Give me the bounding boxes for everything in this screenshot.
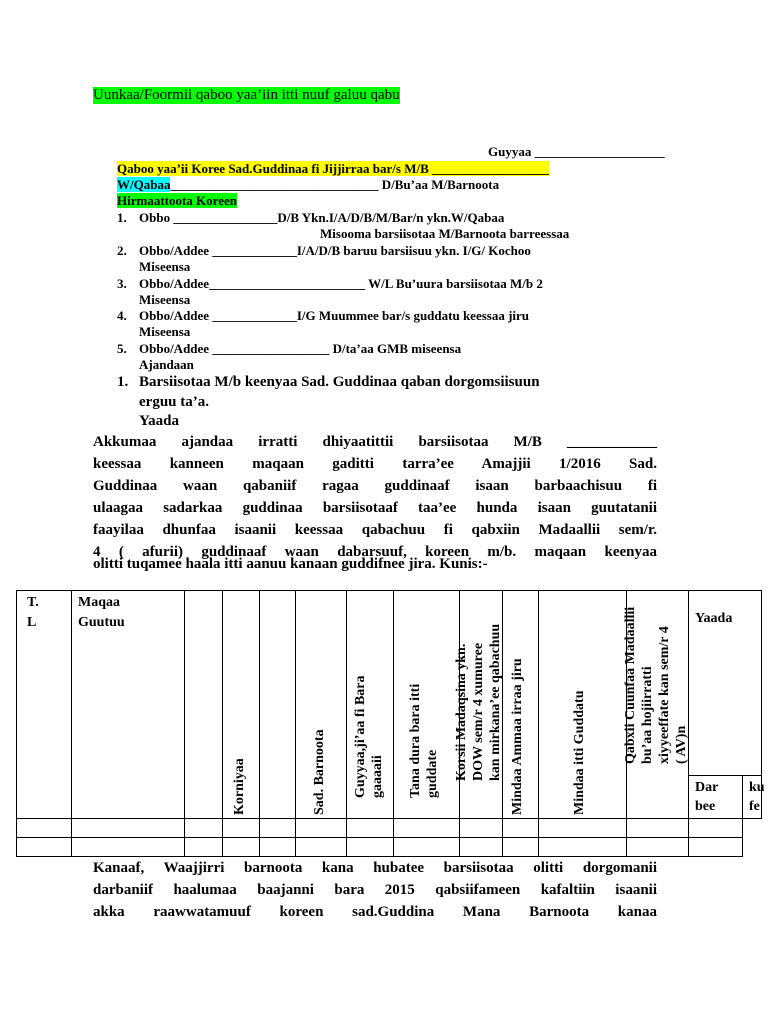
header-last-promotion-year — [394, 591, 460, 819]
header-training-course — [454, 591, 503, 819]
attendee-line: Obbo/Addee _____________I/A/D/B baruu barsiisuu ykn. I/G/ Kochoo — [139, 243, 531, 258]
header-education-level — [296, 591, 347, 819]
header-promoted-salary-text: Mindaa itti Guddatu — [571, 690, 587, 815]
paragraph-line: darbaniif haalumaa baajanni bara 2015 qabsiifameen kafaltiin isaanii — [93, 882, 657, 898]
attendee-number: 2. — [117, 243, 127, 258]
header-current-salary — [503, 591, 539, 819]
attendee-line: Obbo/Addee __________________ D/ta’aa GMB miseensa — [139, 341, 462, 356]
header-blank-col — [260, 591, 296, 819]
header-evaluation-score — [622, 591, 689, 819]
attendee-role: Miseensa — [139, 292, 191, 307]
agenda-item-line: erguu ta’a. — [139, 394, 209, 410]
attendee-number: 4. — [117, 308, 127, 323]
attendees-title — [117, 193, 237, 209]
header-passed — [689, 775, 743, 818]
header-full-name-line: Guutuu — [78, 615, 125, 630]
header-passed-line: bee — [695, 798, 716, 814]
paragraph-line: Kanaaf, Waajjirri barnoota kana hubatee barsiisotaa olitti dorgomanii — [93, 860, 657, 876]
agenda-yaada-label: Yaada — [139, 413, 180, 429]
form-title: Uunkaa/Foormii qaboo yaa’iin itti nuuf galuu qabu — [93, 87, 400, 103]
paragraph-line: akka raawwatamuuf koreen sad.Guddina Mana Barnoota kanaa — [93, 904, 657, 920]
header-evaluation-score-text: bu’aa hojiirratti — [639, 666, 655, 764]
attendee-role: Miseensa — [139, 259, 191, 274]
header-promoted-salary — [539, 591, 627, 819]
office-line — [117, 177, 499, 193]
header-gender — [223, 591, 260, 819]
attendee-line: Obbo/Addee________________________ W/L Bu’uura barsiisotaa M/b 2 — [139, 276, 543, 291]
office-line-rest: ________________________________ D/Bu’aa M/Barnoota — [170, 177, 500, 192]
attendee-number: 3. — [117, 276, 127, 291]
paragraph-line: Akkumaa ajandaa irratti dhiyaatittii barsiisotaa M/B ____________ — [93, 434, 657, 450]
header-last-promotion-year-text: guddate — [424, 749, 440, 798]
paragraph-line: Guddinaa waan qabaniif ragaa guddinaaf isaan barbaachisuu fi — [93, 478, 657, 494]
table-row — [17, 838, 762, 857]
header-current-salary-text: Mindaa Ammaa irraa jiru — [509, 658, 525, 815]
header-evaluation-score-line — [622, 607, 690, 764]
paragraph-line: faayilaa dhunfaa isaanii keessaa qabachuu fi qabxiin Madaallii sem/r. — [93, 522, 657, 538]
header-full-name-line: Maqaa — [78, 595, 120, 610]
header-last-promotion-year-line — [407, 684, 441, 798]
header-full-name — [72, 591, 185, 819]
meeting-heading — [117, 161, 549, 177]
attendee-line: Obbo ________________D/B Ykn.I/A/D/B/M/Bar/n ykn.W/Qabaa — [139, 210, 505, 225]
attendee-line: Obbo/Addee _____________I/G Muummee bar/s guddatu keessaa jiru — [139, 308, 530, 323]
header-gender-text: Korniyaa — [232, 758, 247, 815]
paragraph-line: 4 ( afurii) guddinaaf waan dabarsuuf, koreen m/b. maqaan keenyaa — [93, 544, 657, 560]
table-row — [17, 819, 762, 838]
header-evaluation-score-text: Qabxii Cuunfaa Madaallii — [622, 606, 638, 764]
promotion-table — [16, 590, 765, 857]
header-training-course-text: DOW sem/r 4 xumuree — [471, 642, 486, 781]
date-line: Guyyaa ____________________ — [488, 144, 665, 159]
header-remarks-text: Yaada — [695, 611, 733, 626]
header-serial-line: T. — [27, 595, 39, 610]
header-evaluation-score-text: xiyyeeffate kan sem/r 4 — [656, 626, 672, 764]
attendees-title-text: Hirmaattoota Koreen — [117, 193, 237, 208]
header-failed-line: fe — [749, 798, 760, 814]
header-serial-line: L — [27, 615, 37, 630]
paragraph-line: olitti tuqamee haala itti aanuu kanaan guddifnee jira. Kunis:- — [93, 556, 488, 572]
attendee-role: Miseensa — [139, 324, 191, 339]
meeting-heading-text: Qaboo yaa’ii Koree Sad.Guddinaa fi Jijjirraa bar/s M/B __________________ — [117, 161, 550, 176]
header-training-course-line — [453, 624, 504, 781]
header-training-course-text: Korsii Madaqsina ykn. — [454, 643, 469, 781]
paragraph-line: ulaagaa sadarkaa guddinaa barsiisotaaf taa’ee hunda isaan guutatanii — [93, 500, 657, 516]
agenda-heading: Ajandaan — [139, 357, 194, 372]
attendee-number: 5. — [117, 341, 127, 356]
header-employment-date-line — [352, 676, 386, 799]
header-failed — [743, 775, 765, 818]
office-label: W/Qabaa — [117, 177, 171, 192]
header-evaluation-score-text: ( AV)n — [673, 725, 689, 764]
header-last-promotion-year-text: Tana dura bara itti — [407, 683, 423, 798]
header-employment-date — [347, 591, 394, 819]
header-serial — [17, 591, 72, 819]
header-training-course-text: kan mirkana’ee qabachuu — [488, 623, 503, 781]
attendee-number: 1. — [117, 210, 127, 225]
header-failed-line: ku — [749, 779, 765, 795]
header-passed-line: Dar — [695, 779, 719, 795]
agenda-number: 1. — [117, 374, 129, 390]
header-employment-date-text: Guyyaa,ji’aa fi Bara — [353, 675, 368, 798]
header-education-level-text: Sad. Barnoota — [312, 729, 327, 815]
header-employment-date-text: gaaaaii — [370, 755, 385, 798]
paragraph-line: keessaa kanneen maqaan gaditti tarra’ee Amajjii 1/2016 Sad. — [93, 456, 657, 472]
attendee-role: Misooma barsiisotaa M/Barnoota barreessaa — [320, 226, 570, 241]
agenda-item-line: Barsiisotaa M/b keenyaa Sad. Guddinaa qaban dorgomsiisuun — [139, 374, 540, 390]
header-blank-col — [185, 591, 223, 819]
header-remarks — [689, 591, 762, 776]
